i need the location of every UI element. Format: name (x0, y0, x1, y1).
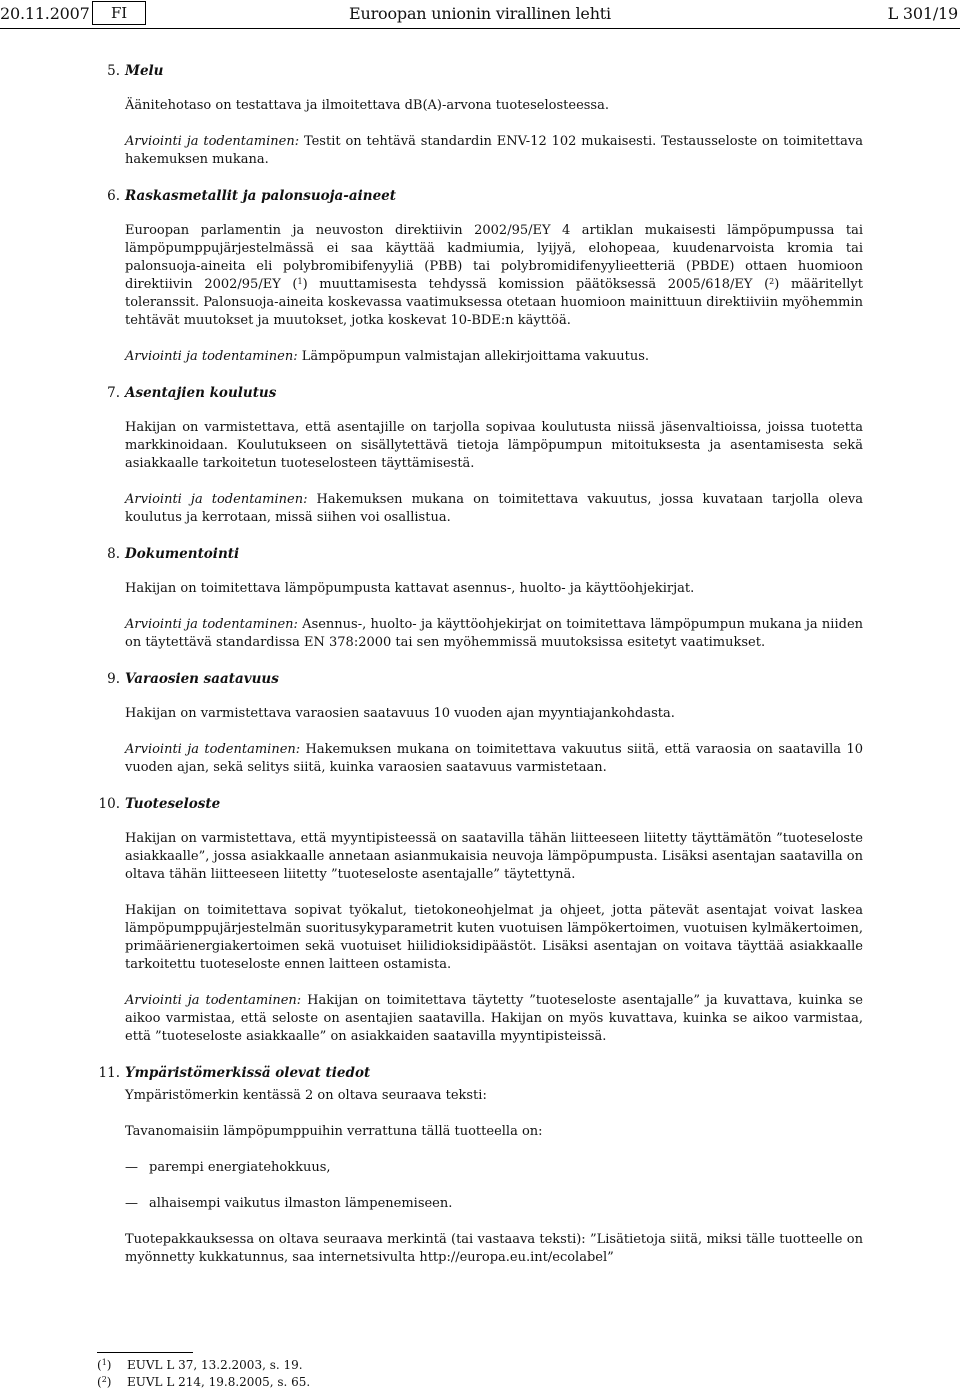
assessment-paragraph (125, 741, 863, 777)
section-title: Melu (125, 63, 164, 79)
language-badge: FI (92, 1, 146, 25)
section-5 (0, 62, 960, 169)
assessment-paragraph (125, 491, 863, 527)
assessment-paragraph (125, 133, 863, 169)
section-title: Ympäristömerkissä olevat tiedot (125, 1065, 371, 1081)
footnote-mark: ($^2$) (97, 1375, 112, 1389)
paragraph: Hakijan on toimitettava lämpöpumpusta kattavat asennus-, huolto- ja käyttöohjekirjat. (125, 581, 695, 596)
assessment-label: Arviointi ja todentaminen: (125, 492, 308, 507)
assessment-paragraph (125, 348, 863, 366)
section-number: 8. (107, 546, 120, 562)
journal-title: Euroopan unionin virallinen lehti (349, 4, 611, 23)
footnote-divider (97, 1352, 193, 1353)
paragraph: Ympäristömerkin kentässä 2 on oltava seuraava teksti: (125, 1088, 487, 1103)
assessment-text: Hakemuksen mukana on toimitettava vakuutus, jossa kuvataan tarjolla oleva koulutus ja kerrotaan, missä siihen voi osallistua. (125, 492, 863, 525)
paragraph-text: ) muuttamisesta tehdyssä komission päätöksessä 2005/618/EY ( (302, 277, 770, 292)
section-7 (0, 384, 960, 527)
paragraph: Äänitehotaso on testattava ja ilmoitettava dB(A)-arvona tuoteselosteessa. (125, 98, 609, 113)
assessment-text: Lämpöpumpun valmistajan allekirjoittama vakuutus. (297, 349, 650, 364)
footnote-ref-2[interactable]: 2 (769, 277, 775, 286)
section-number: 7. (107, 385, 120, 401)
dash-list-item: — alhaisempi vaikutus ilmaston lämpenemiseen. (125, 1195, 863, 1213)
section-8 (0, 545, 960, 652)
paragraph-text: Euroopan parlamentin ja neuvoston direktiivin 2002/95/EY 4 artiklan mukaisesti lämpöpumpussa tai lämpöpumppujärjestelmässä ei saa käyttää kadmiumia, lyijyä, elohopeaa, kuudenarvoista kromia tai palonsuoja-aineita eli polybromibifenyyliä (PBB) tai polybromidifenyylieetteriä (PBDE) ottaen huomioon direktiivin 2002/95/EY ( (125, 223, 863, 292)
section-number: 6. (107, 188, 120, 204)
dash-list-item: — parempi energiatehokkuus, (125, 1159, 863, 1177)
paragraph: Hakijan on varmistettava varaosien saatavuus 10 vuoden ajan myyntiajankohdasta. (125, 706, 675, 721)
section-title: Raskasmetallit ja palonsuoja-aineet (125, 188, 396, 204)
paragraph (125, 222, 863, 330)
section-10 (0, 795, 960, 1046)
footnote (97, 1357, 310, 1374)
section-title: Varaosien saatavuus (125, 671, 279, 687)
section-number: 5. (107, 63, 120, 79)
assessment-paragraph (125, 992, 863, 1046)
section-6 (0, 187, 960, 366)
footnote (97, 1374, 310, 1391)
assessment-text: Hakemuksen mukana on toimitettava vakuutus siitä, että varaosia on saatavilla 10 vuoden ajan, sekä selitys siitä, kuinka varaosien saatavuus varmistetaan. (125, 742, 863, 775)
paragraph: Hakijan on varmistettava, että asentajille on tarjolla sopivaa koulutusta niissä jäsenvaltioissa, joissa tuotetta markkinoidaan. Koulutukseen on sisällytettävä tietoja lämpöpumpun mitoituksesta ja asentamisesta sekä asiakkaalle tarkoitetun tuoteselosteen täyttämisestä. (125, 420, 863, 471)
assessment-label: Arviointi ja todentaminen: (125, 742, 301, 757)
section-title: Dokumentointi (125, 546, 240, 562)
section-11 (0, 1064, 960, 1267)
footnote-mark: ($^1$) (97, 1358, 112, 1372)
assessment-label: Arviointi ja todentaminen: (125, 134, 300, 149)
paragraph: Hakijan on varmistettava, että myyntipisteessä on saatavilla tähän liitteeseen liitetty täyttämätön ”tuoteseloste asiakkaalle”, jossa asiakkaalle annetaan asianmukaisia neuvoja lämpöpumpusta. Lisäksi asentajan saatavilla on oltava tähän liitteeseen liitetty ”tuoteseloste asentajalle” täytettynä. (125, 831, 863, 882)
paragraph: Hakijan on toimitettava sopivat työkalut, tietokoneohjelmat ja ohjeet, jotta pätevät asentajat voivat laskea lämpöpumppujärjestelmän suoritusykyparametrit kuten vuotuisen lämpökertoimen, vuotuisen kylmäkertoimen, primäärienergiakertoimen sekä vuotuiset hiilidioksidipäästöt. Lisäksi asentajan on voitava täyttää asiakkaalle tarkoitettu tuoteseloste ennen laitteen ostamista. (125, 903, 863, 972)
section-number: 9. (107, 671, 120, 687)
paragraph-text: ) määritellyt toleranssit. Palonsuoja-aineita koskevassa vaatimuksessa otetaan huomioon mainittuun direktiiviin myöhemmin tehtävät muutokset ja muutokset, jotka koskevat 10-BDE:n käyttöä. (125, 277, 863, 328)
assessment-text: Testit on tehtävä standardin ENV-12 102 mukaisesti. Testausseloste on toimitettava hakemuksen mukana. (125, 134, 863, 167)
paragraph: Tuotepakkauksessa on oltava seuraava merkintä (tai vastaava teksti): ”Lisätietoja siitä, miksi tälle tuotteelle on myönnetty kukkatunnus, saa internetsivulta http://europa.eu.int/ecolabel” (125, 1232, 863, 1265)
footnote-ref-1[interactable]: 1 (297, 277, 303, 286)
page-reference: L 301/19 (887, 4, 958, 23)
section-title: Tuoteseloste (125, 796, 221, 812)
section-number: 10. (98, 796, 120, 812)
publication-date: 20.11.2007 (0, 4, 90, 23)
assessment-label: Arviointi ja todentaminen: (125, 993, 302, 1008)
section-number: 11. (98, 1065, 120, 1081)
document-body (0, 62, 960, 1285)
section-9 (0, 670, 960, 777)
assessment-label: Arviointi ja todentaminen: (125, 349, 298, 364)
assessment-label: Arviointi ja todentaminen: (125, 617, 298, 632)
footnote-text: EUVL L 37, 13.2.2003, s. 19. (127, 1358, 303, 1372)
section-title: Asentajien koulutus (125, 385, 277, 401)
assessment-paragraph (125, 616, 863, 652)
footnotes (97, 1357, 310, 1391)
footnote-text: EUVL L 214, 19.8.2005, s. 65. (127, 1375, 311, 1389)
assessment-text: Asennus-, huolto- ja käyttöohjekirjat on toimitettava lämpöpumpun mukana ja niiden on täytettävä standardissa EN 378:2000 tai sen myöhemmissä muutoksissa esitetyt vaatimukset. (125, 617, 864, 650)
assessment-text: Hakijan on toimitettava täytetty ”tuoteseloste asentajalle” ja kuvattava, kuinka se aikoo varmistaa, että seloste on asentajien saatavilla. Hakijan on myös kuvattava, kuinka se aikoo varmistaa, että ”tuoteseloste asiakkaalle” on asiakkaiden saatavilla myyntipisteissä. (125, 993, 863, 1044)
page-header (0, 0, 960, 29)
paragraph: Tavanomaisiin lämpöpumppuihin verrattuna tällä tuotteella on: (125, 1124, 543, 1139)
